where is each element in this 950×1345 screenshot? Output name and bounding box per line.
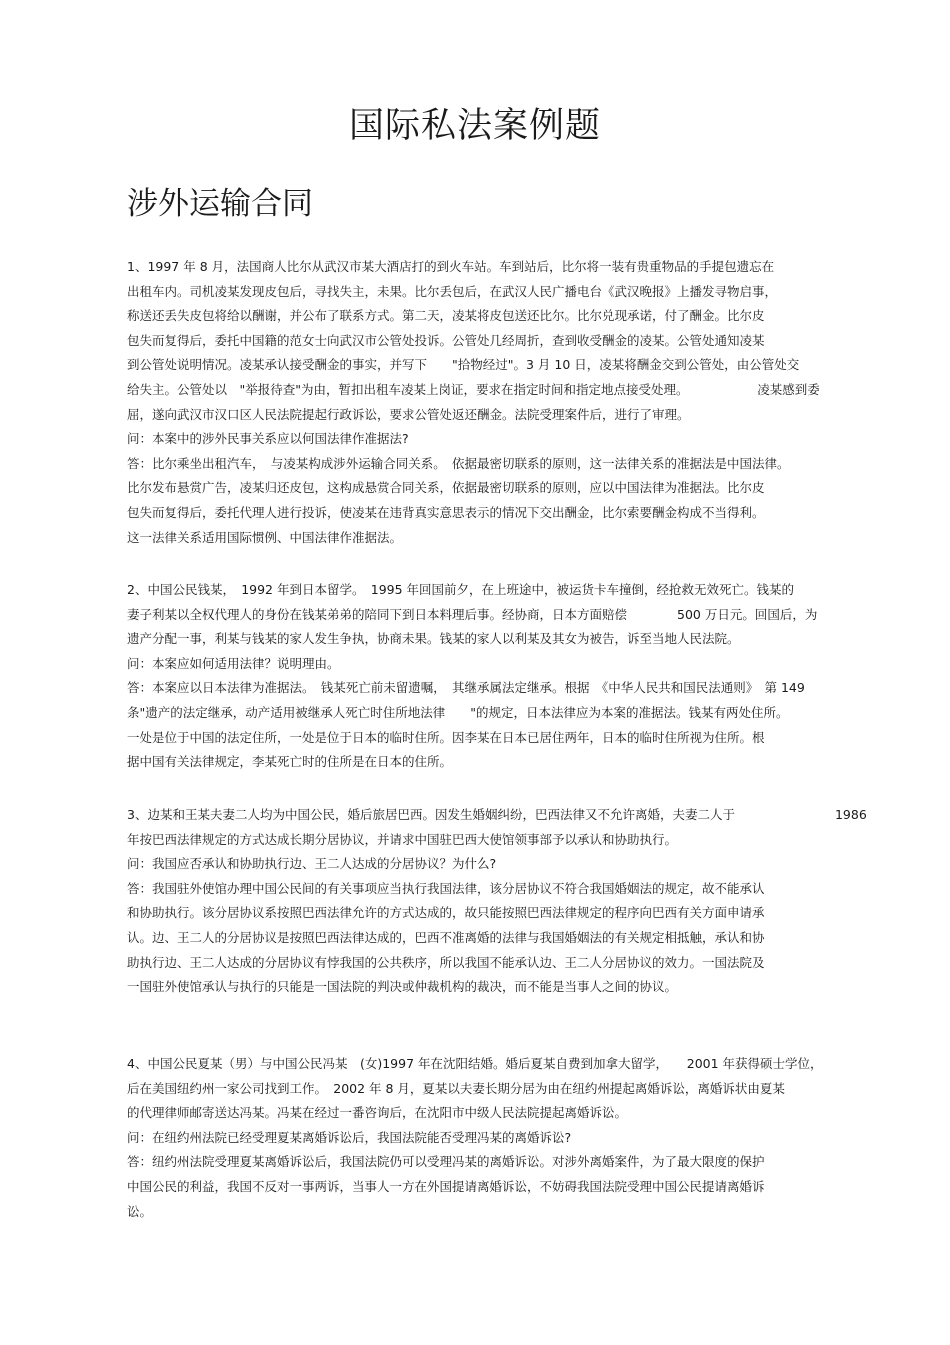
case-4-answer: 中国公民的利益，我国不反对一事两诉，当事人一方在外国提请离婚诉讼，不妨碍我国法院受理中国公民提请离婚诉 bbox=[127, 1178, 765, 1194]
case-1-question: 问：本案中的涉外民事关系应以何国法律作准据法? bbox=[127, 431, 409, 447]
case-3-answer: 一国驻外使馆承认与执行的只能是一国法院的判决或仲裁机构的裁决，而不能是当事人之间的协议。 bbox=[127, 979, 678, 995]
case-1-answer: 包失而复得后，委托代理人进行投诉，使凌某在违背真实意思表示的情况下交出酬金，比尔索要酬金构成不当得利。 bbox=[127, 504, 765, 520]
case-4-answer: 答：纽约州法院受理夏某离婚诉讼后，我国法院仍可以受理冯某的离婚诉讼。对涉外离婚案件，为了最大限度的保护 bbox=[127, 1154, 765, 1170]
case-3-answer: 答：我国驻外使馆办理中国公民间的有关事项应当执行我国法律，该分居协议不符合我国婚姻法的规定，故不能承认 bbox=[127, 880, 765, 896]
case-1-line: 到公管处说明情况。凌某承认接受酬金的事实，并写下 "拾物经过"。3 月 10 日，凌某将酬金交到公管处，由公管处交 bbox=[127, 357, 800, 373]
case-1 bbox=[127, 255, 865, 550]
case-1-line: 出租车内。司机凌某发现皮包后，寻找失主，未果。比尔丢包后，在武汉人民广播电台《武汉晚报》上播发寻物启事， bbox=[127, 283, 778, 299]
case-1-line: 包失而复得后，委托中国籍的范女士向武汉市公管处投诉。公管处几经周折，查到收受酬金的凌某。公管处通知凌某 bbox=[127, 332, 765, 348]
case-2-answer: 据中国有关法律规定，李某死亡时的住所是在日本的住所。 bbox=[127, 754, 453, 770]
case-1-line: 1、1997 年 8 月，法国商人比尔从武汉市某大酒店打的到火车站。车到站后，比尔将一装有贵重物品的手提包遗忘在 bbox=[127, 259, 775, 274]
case-1-answer: 答：比尔乘坐出租汽车， 与凌某构成涉外运输合同关系。 依据最密切联系的原则，这一法律关系的准据法是中国法律。 bbox=[127, 455, 790, 471]
case-3-answer: 助执行边、王二人达成的分居协议有悖我国的公共秩序，所以我国不能承认边、王二人分居协议的效力。一国法院及 bbox=[127, 954, 765, 970]
case-1-answer: 比尔发布悬赏广告，凌某归还皮包，这构成悬赏合同关系，依据最密切联系的原则，应以中国法律为准据法。比尔皮 bbox=[127, 480, 765, 496]
case-4-answer: 讼。 bbox=[127, 1203, 153, 1219]
case-3-line: 3、边某和王某夫妻二人均为中国公民，婚后旅居巴西。因发生婚姻纠纷，巴西法律又不允许离婚，夫妻二人于 1986 bbox=[127, 807, 867, 822]
case-2-answer: 条"遗产的法定继承，动产适用被继承人死亡时住所地法律 "的规定，日本法律应为本案的准据法。钱某有两处住所。 bbox=[127, 704, 789, 720]
document-title: 国际私法案例题 bbox=[348, 106, 601, 146]
case-2-answer: 答：本案应以日本法律为准据法。 钱某死亡前未留遗嘱， 其继承属法定继承。根据 《中华人民共和国民法通则》 第 149 bbox=[127, 680, 805, 696]
case-4-line: 的代理律师邮寄送达冯某。冯某在经过一番咨询后，在沈阳市中级人民法院提起离婚诉讼。 bbox=[127, 1105, 628, 1121]
case-2-line: 遗产分配一事，利某与钱某的家人发生争执，协商未果。钱某的家人以利某及其女为被告，诉至当地人民法院。 bbox=[127, 631, 740, 647]
case-2 bbox=[127, 578, 865, 775]
case-2-question: 问：本案应如何适用法律？说明理由。 bbox=[127, 655, 340, 671]
case-4 bbox=[127, 1052, 865, 1224]
case-1-line: 称送还丢失皮包将给以酬谢，并公布了联系方式。第二天，凌某将皮包送还比尔。比尔兑现承诺，付了酬金。比尔皮 bbox=[127, 308, 765, 324]
case-4-line: 4、中国公民夏某（男）与中国公民冯某 (女)1997 年在沈阳结婚。婚后夏某自费到加拿大留学， 2001 年获得硕士学位， bbox=[127, 1056, 823, 1071]
case-1-line: 给失主。公管处以 "举报待查"为由，暂扣出租车凌某上岗证，要求在指定时间和指定地点接受处理。 凌某感到委 bbox=[127, 381, 820, 397]
case-3-line: 年按巴西法律规定的方式达成长期分居协议，并请求中国驻巴西大使馆领事部予以承认和协助执行。 bbox=[127, 831, 678, 847]
case-3-answer: 认。边、王二人的分居协议是按照巴西法律达成的，巴西不准离婚的法律与我国婚姻法的有关规定相抵触，承认和协 bbox=[127, 929, 765, 945]
case-2-line: 2、中国公民钱某， 1992 年到日本留学。 1995 年回国前夕，在上班途中，被运货卡车撞倒，经抢救无效死亡。钱某的 bbox=[127, 582, 795, 597]
section-heading: 涉外运输合同 bbox=[127, 186, 313, 222]
case-1-line: 屈，遂向武汉市汉口区人民法院提起行政诉讼，要求公管处返还酬金。法院受理案件后，进行了审理。 bbox=[127, 406, 690, 422]
case-2-line: 妻子利某以全权代理人的身份在钱某弟弟的陪同下到日本料理后事。经协商，日本方面赔偿 500 万日元。回国后，为 bbox=[127, 606, 818, 622]
case-3-question: 问：我国应否承认和协助执行边、王二人达成的分居协议？为什么? bbox=[127, 856, 497, 872]
case-4-question: 问：在纽约州法院已经受理夏某离婚诉讼后，我国法院能否受理冯某的离婚诉讼? bbox=[127, 1129, 572, 1145]
case-1-answer: 这一法律关系适用国际惯例、中国法律作准据法。 bbox=[127, 529, 403, 545]
case-3-answer: 和协助执行。该分居协议系按照巴西法律允许的方式达成的，故只能按照巴西法律规定的程序向巴西有关方面申请承 bbox=[127, 905, 765, 921]
case-2-answer: 一处是位于中国的法定住所，一处是位于日本的临时住所。因李某在日本已居住两年，日本的临时住所视为住所。根 bbox=[127, 729, 765, 745]
case-3 bbox=[127, 803, 865, 1000]
case-4-line: 后在美国纽约州一家公司找到工作。 2002 年 8 月，夏某以夫妻长期分居为由在纽约州提起离婚诉讼，离婚诉状由夏某 bbox=[127, 1080, 785, 1096]
